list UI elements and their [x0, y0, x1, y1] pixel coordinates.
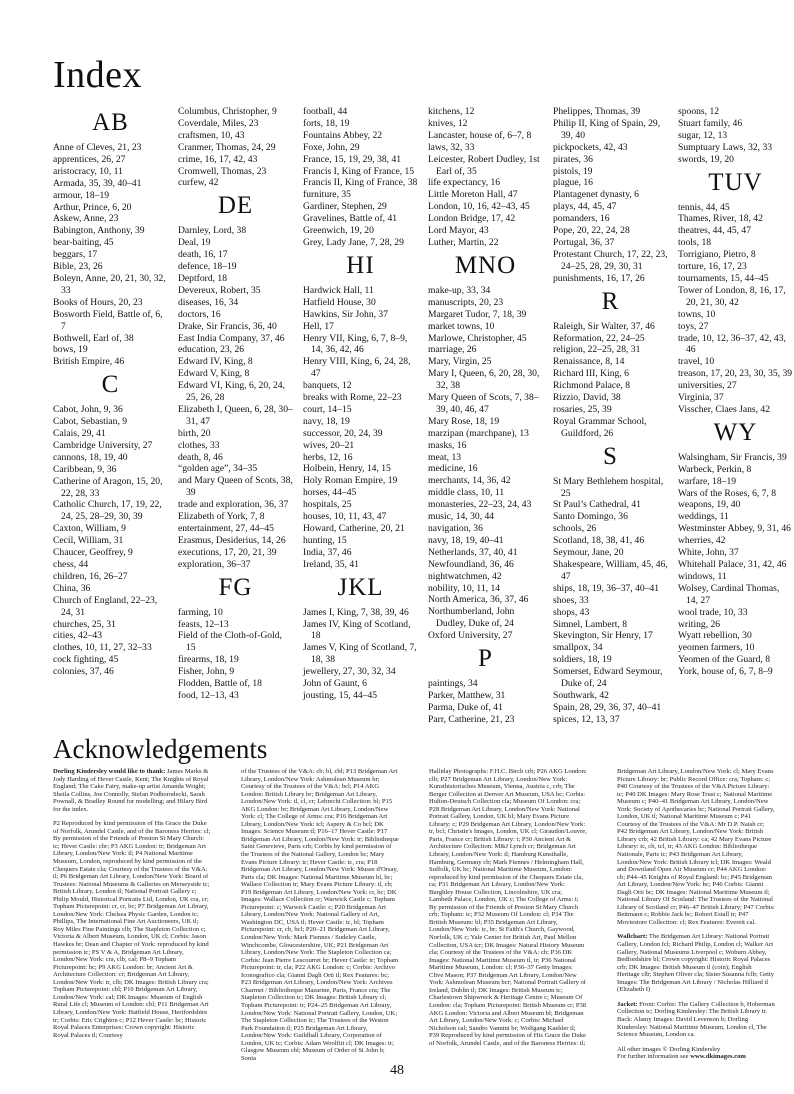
index-entry: Newfoundland, 36, 46 — [428, 558, 514, 570]
index-entry: France, 15, 19, 29, 38, 41 — [303, 153, 402, 165]
index-entry: smallpox, 34 — [553, 642, 603, 654]
index-entry: Santo Domingo, 36 — [553, 511, 628, 523]
index-entry: Church of England, 22–23, 24, 31 — [53, 594, 158, 618]
index-entry: James V, King of Scotland, 7, 18, 38 — [303, 642, 417, 666]
index-entry: Simnel, Lambert, 8 — [553, 618, 628, 630]
index-entry: tournaments, 15, 44–45 — [678, 272, 769, 284]
index-entry: Gardiner, Stephen, 29 — [303, 201, 387, 213]
index-entry: Netherlands, 37, 40, 41 — [428, 546, 518, 558]
index-entry: Virginia, 37 — [678, 392, 724, 404]
index-entry: Walsingham, Sir Francis, 39 — [678, 451, 787, 463]
index-entry: Visscher, Claes Jans, 42 — [678, 403, 771, 415]
acknowledgements-text: P2 Reproduced by kind permission of His Grace the Duke of Norfolk, Arundel Castle, and of the Baroness Herries: cl; By permission of the Friends of Preston St Mary Church: tc; Hever Castle: cbr; P3 AKG London: tr; Bridgeman Art Library, London/New York: tl; P4 National Maritime Museum, London, reproduced by kind permission of the Chequers Estate cla; Courtesy of the Trustees of the V&A: tl; P6 Bridgeman Art Library, London/New York: Board of Trustees: National Museums & Galleries on Merseyside tc; British Library, London tl; National Portrait Gallery c; Philip Mould, Historical Portraits Ltd, London, UK cra, cr; Topham Picturepoint: cr, cr, bc; P7 Bridgeman Art Library, London/New York: Chelsea Physic Garden, London tc; Phillips, The International Fine Art Auctioneers, UK tl; Roy Miles Fine Paintings clb; The Stapleton Collection c; Victoria & Albert Museum, London, UK cl; Corbis: Jason Hawkes br; Dean and Chapter of York: reproduced by kind permission tc; PS V & A, Bridgeman Art Library, London/New York: cra, clb, cal; P8–9 Topham Picturepoint: bc; P9 AKG London: br; Ancient Art & Architecture Collection: cr; Bridgeman Art Library, London/New York: tr, clb; DK Images: British Library cra; Topham Picturepoint: cbl; P10 Bridgeman Art Library, London/New York: cal; DK Images: Museum of English Rural Life cl; Museum of London: cbl; P11 Bridgeman Art Library, London/New York: Hatfield House, Hertfordshire tr; Corbis: Eric Crighton c; P12 Hever Castle: bc; Historic Royal Palaces Enterprises: Crown copyright: Historic Royal Palaces tl; Courtesy — [53, 820, 211, 1039]
index-entry: yeomen farmers, 10 — [678, 642, 755, 654]
index-section-heading: C — [101, 371, 120, 399]
index-section-heading: DE — [217, 192, 254, 220]
index-entry: Leicester, Robert Dudley, 1st Earl of, 35 — [428, 153, 540, 177]
index-section-heading: S — [603, 442, 618, 470]
index-entry: children, 16, 26–27 — [53, 570, 128, 582]
index-entry: food, 12–13, 43 — [178, 689, 239, 701]
index-entry: hunting, 15 — [303, 534, 347, 546]
acknowledgements-paragraph — [429, 768, 587, 1047]
index-entry: pomanders, 16 — [553, 213, 610, 225]
index-entry: cannons, 18, 19, 40 — [53, 451, 128, 463]
acknowledgements-column — [429, 768, 587, 1068]
index-entry: Lancaster, house of, 6–7, 8 — [428, 129, 532, 141]
index-entry: farming, 10 — [178, 606, 223, 618]
index-entry: Southwark, 42 — [553, 689, 609, 701]
page-number: 48 — [390, 1063, 404, 1078]
index-entry: Little Moreton Hall, 47 — [428, 189, 518, 201]
acknowledgements-column — [617, 768, 775, 1068]
index-entry: religion, 22–25, 28, 31 — [553, 344, 641, 356]
index-section-heading: HI — [346, 251, 375, 279]
index-entry: Greenwich, 19, 20 — [303, 225, 374, 237]
index-entry: laws, 32, 33 — [428, 141, 475, 153]
index-entry: Drake, Sir Francis, 36, 40 — [178, 320, 277, 332]
index-entry: Cabot, John, 9, 36 — [53, 404, 123, 416]
index-entry: Chaucer, Geoffrey, 9 — [53, 547, 133, 559]
index-entry: Scotland, 18, 38, 41, 46 — [553, 535, 645, 547]
index-entry: paintings, 34 — [428, 678, 478, 690]
index-entry: schools, 26 — [553, 523, 597, 535]
index-entry: hospitals, 25 — [303, 499, 352, 511]
index-entry: Margaret Tudor, 7, 18, 39 — [428, 308, 527, 320]
index-entry: education, 23, 26 — [178, 344, 245, 356]
index-entry: Deptford, 18 — [178, 272, 228, 284]
index-entry: Fountains Abbey, 22 — [303, 129, 383, 141]
index-entry: shoes, 33 — [553, 594, 589, 606]
index-entry: exploration, 36–37 — [178, 558, 251, 570]
index-entry: Cranmer, Thomas, 24, 29 — [178, 141, 276, 153]
index-entry: navigation, 36 — [428, 523, 483, 534]
index-section-heading: MNO — [454, 251, 517, 279]
index-entry: weapons, 19, 40 — [678, 499, 741, 511]
acknowledgements-text: of the Trustees of the V&A: cb; bl, cbl; P13 Bridgeman Art Library, London/New York: Ashmolean Museum br; Courtesy of the Trustees of the V&A: bcl; P14 AKG London: British Library br; Bridgeman Art Library, London/New York: tl, cl, cr; Lebrecht Collection: bl; P15 AKG London: br; Bridgeman Art Library, London/New York: cl; The College of Arms: cra; P16 Bridgeman Art Library, London/New York: tcl; Aspery & Co bcl; DK Images: Science Museum tl; P16–17 Hever Castle: P17 Bridgeman Art Library, London/New York: tr; Bibliotheque Saint Genevieve, Paris crb; Corbis by kind permission of the Trustees of the National Gallery, London bc; Mary Evans Picture Library: tr; Hever Castle: tc, cra; P18 Bridgeman Art Library, London/New York: Musee d'Orsay, Paris cla; DK Images: National Maritime Museum bl, bc; Wallace Collection tr; Mary Evans Picture Library: tl, cb; P19 Bridgeman Art Library, London/New York: cr, bc; DK Images: Wallace Collection cr; Warwick Castle c; Topham Picturepoint: c; Warwick Castle: c; P20 Bridgeman Art Library, London/New York: National Gallery of Art, Washington DC, USA tl; Hever Castle: tc, bl; Topham Picturepoint: cr, cb, bcl; P20–21 Bridgeman Art Library, London/New York: Mark Fiennes / Sudeley Castle, Winchcombe, Gloucestershire, UK; P21 Bridgeman Art Library, London/New York: The Stapleton Collection ca; Corbis: Jean Pierre Lescourret br; Hever Castle: tr; Topham Picturepoint: tr, cla; P22 AKG London: c; Corbis: Archivo Iconografico cla; Gianni Dagli Orti tl; Rex Features: bc; P23 Bridgeman Art Library, London/New York: Archives Charmet / Bibliotheque Mazarine, Paris, France cra; The Stapleton Collection tc; DK Images: British Library cl; Topham Picturepoint: tr; P24–25 Bridgeman Art Library, London/New York: National Portrait Gallery, London, UK; The Stapleton Collection tc; The Trustees of the Weston Park Foundation tl; P25 Bridgeman Art Library, London/New York: Guildhall Library, Corporation of London, UK tc; Corbis: Adam Woolfitt cl; DK Images: tr; Glasgow Museum cbl; Museum of Order of St John b; Sonia — [241, 768, 399, 1062]
index-entry: plague, 16 — [553, 177, 593, 189]
index-entry: Stuart family, 46 — [678, 117, 743, 129]
acknowledgements-text: Halliday Photographs: F.H.C. Birch crb; P26 AKG London: clb; P27 Bridgeman Art Library, London/New York: Kunsthistorisches Museum, Vienna, Austria c, crb; The Berger Collection at Denver Art Museum, USA bc; Corbis: Hulton-Deutsch Collection cla; Museum Of London: cra; P28 Bridgeman Art Library, London/New York: National Portrait Gallery, London, UK bl; Mary Evans Picture Library: c; P29 Bridgeman Art Library, London/New York: tr, bcl; Christie's Images, London, UK cl; Giraudon/Louvre, Paris, France cr; British Library: t; P30 Ancient Art & Architecture Collection: M&J Lynch cr; Bridgeman Art Library, London/New York: tl; Hamburg Kunsthalle, Hamburg, Germany cb; Mark Fiennes / Helmingham Hall, Suffolk, UK bc; National Maritime Museum, London: reproduced by kind permission of the Chequers Estate cla, ca; P31 Bridgeman Art Library, London/New York: Burghley House Collection, Lincolnshire, UK cra; Lambeth Palace, London, UK c; The College of Arms: t; By permission of the Friends of Preston St Mary Church crb; Topham: tc; P32 Museum Of London: cl; P34 The British Museum: bl; P35 Bridgeman Art Library, London/New York: tc, br; St Faith's Church, Gaywood, Norfolk, UK c; Yale Center for British Art, Paul Mellon Collection, USA tcr; DK Images: Natural History Museum cla; Courtesy of the Trustees of the V&A: cb; P36 DK Images: National Maritime Museum tl, tr; P36 National Maritime Museum, London: cl; P36–37 Getty Images: Clive Mason; P37 Bridgeman Art Library, London/New York: Ashmolean Museum bcr; National Portrait Gallery of Ireland, Dublin tl; DK Images: British Museum tc; Charlestown Shipwreck & Heritage Centre c; Museum Of London: cla; Topham Picturepoint: British Museum cr; P38 AKG London: Victoria and Albert Museum bl; Bridgeman Art Library, London/New York: c; Corbis: Michael Nicholson cal; Sandro Vannini br; Wolfgang Kaehler tl; P39 Reproduced by kind permission of His Grace the Duke of Norfolk, Arundel Castle, and of the Baroness Herries: tl; — [429, 768, 587, 1047]
index-entry: tools, 18 — [678, 237, 712, 249]
index-entry: pickpockets, 42, 43 — [553, 141, 628, 153]
index-entry: Arthur, Prince, 6, 20 — [53, 201, 132, 213]
acknowledgements-title: Acknowledgements — [53, 734, 268, 764]
index-entry: horses, 44–45 — [303, 487, 357, 499]
index-entry: Raleigh, Sir Walter, 37, 46 — [553, 320, 655, 332]
index-entry: life expectancy, 16 — [428, 177, 501, 189]
index-entry: Mary I, Queen, 6, 20, 28, 30, 32, 38 — [428, 368, 540, 392]
index-entry: Babington, Anthony, 39 — [53, 225, 145, 237]
index-entry: wherries, 42 — [678, 535, 726, 547]
acknowledgements-paragraph — [617, 933, 775, 993]
index-entry: Askew, Anne, 23 — [53, 213, 119, 225]
acknowledgements-text: James Marks & Jody Harding of Hever Castle, Kent; The Knights of Royal England; The Cake Fairy, make-up artist Amanda Wright; Sheila Collins, Joe Connolly, Stefan Podhorodecki, Sarah Pownall, & Bradley Round for modelling; and Hilary Bird for the index. — [53, 768, 209, 813]
index-entry: Deal, 19 — [178, 237, 211, 249]
index-entry: Protestant Church, 17, 22, 23, 24–25, 28, 29, 30, 31 — [553, 248, 668, 272]
index-entry: Parma, Duke of, 41 — [428, 701, 503, 713]
index-entry: Holy Roman Empire, 19 — [303, 475, 398, 487]
index-entry: Boleyn, Anne, 20, 21, 30, 32, 33 — [53, 272, 166, 296]
index-entry: Somerset, Edward Seymour, Duke of, 24 — [553, 666, 663, 690]
index-entry: colonies, 37, 46 — [53, 666, 114, 678]
index-entry: trade and exploration, 36, 37 — [178, 499, 289, 511]
index-entry: court, 14–15 — [303, 403, 352, 415]
index-entry: furniture, 35 — [303, 189, 351, 201]
index-section-heading: AB — [92, 109, 129, 136]
index-entry: make-up, 33, 34 — [428, 284, 491, 296]
index-entry: Francis II, King of France, 38 — [303, 177, 418, 189]
index-entry: punishments, 16, 17, 26 — [553, 272, 645, 284]
index-entry: Gravelines, Battle of, 41 — [303, 213, 398, 225]
index-entry: apprentices, 26, 27 — [53, 153, 126, 165]
index-entry: nobility, 10, 11, 14 — [428, 582, 501, 594]
index-entry: and Mary Queen of Scots, 38, 39 — [178, 475, 293, 499]
index-entry: Thames, River, 18, 42 — [678, 213, 763, 225]
acknowledgements-paragraph — [241, 768, 399, 1062]
index-entry: banquets, 12 — [303, 380, 352, 392]
index-entry: tennis, 44, 45 — [678, 201, 730, 213]
index-entry: Flodden, Battle of, 18 — [178, 678, 262, 690]
index-entry: marzipan (marchpane), 13 — [428, 427, 529, 439]
index-entry: cities, 42–43 — [53, 630, 103, 642]
index-entry: theatres, 44, 45, 47 — [678, 225, 752, 237]
index-entry: craftsmen, 10, 43 — [178, 129, 245, 141]
index-entry: market towns, 10 — [428, 320, 495, 332]
index-entry: Richard III, King, 6 — [553, 368, 629, 380]
acknowledgements-paragraph — [617, 768, 775, 926]
acknowledgements-paragraph — [53, 768, 211, 813]
index-entry: Howard, Catherine, 20, 21 — [303, 523, 405, 534]
acknowledgements-column — [53, 768, 211, 1068]
index-entry: middle class, 10, 11 — [428, 487, 505, 499]
index-entry: Cambridge University, 27 — [53, 439, 153, 451]
index-entry: Holbein, Henry, 14, 15 — [303, 463, 391, 475]
index-entry: James IV, King of Scotland, 18 — [303, 618, 411, 642]
index-title: Index — [53, 54, 143, 96]
index-entry: football, 44 — [303, 106, 348, 117]
index-entry: Bothwell, Earl of, 38 — [53, 332, 134, 344]
index-section-heading: R — [601, 287, 620, 315]
index-entry: Westminster Abbey, 9, 31, 46 — [678, 523, 791, 535]
index-section-heading: FG — [218, 573, 253, 601]
index-entry: St Mary Bethlehem hospital, 25 — [553, 475, 664, 499]
index-entry: writing, 26 — [678, 618, 721, 630]
index-entry: death, 8, 46 — [178, 451, 223, 463]
index-entry: Yeomen of the Guard, 8 — [678, 654, 771, 666]
index-entry: warfare, 18–19 — [678, 475, 737, 487]
index-entry: Northumberland, John Dudley, Duke of, 24 — [428, 606, 515, 630]
index-entry: clothes, 10, 11, 27, 32–33 — [53, 642, 152, 654]
index-entry: music, 14, 30, 44 — [428, 511, 495, 523]
index-entry: Pope, 20, 22, 24, 28 — [553, 225, 630, 237]
index-entry: universities, 27 — [678, 380, 737, 392]
index-entry: Mary Queen of Scots, 7, 38–39, 40, 46, 47 — [428, 392, 539, 415]
index-entry: India, 37, 46 — [303, 546, 352, 558]
acknowledgements-text: Front: Corbis: The Gallery Collection b, Hoberman Collection tc; Dorling Kindersley: The British Library tr. Back: Alamy Images: David Levenson b; Dorling Kindersley: National Maritime Museum, London cl, The Science Museum, London ca. — [617, 1000, 775, 1039]
index-entry: ships, 18, 19, 36–37, 40–41 — [553, 582, 660, 594]
acknowledgements-text: Bridgeman Art Library, London/New York: cl; Mary Evans Picture Library: br; Public Record Office: cra; Topham: c; P40 Courtesy of the Trustees of the V&A Picture Library: tc; P40 DK Images: Mary Rose Trust c; National Maritime Museum c; P40–41 Bridgeman Art Library, London/New York: Society of Apothecaries bc; National Portrait Gallery, London, UK tl; National Maritime Museum c; P41 Courtesy of the Trustees of the V&A: Mr D.P. Naish cr; P42 Bridgeman Art Library, London/New York: British Library crb; 42 British Library: ca; 42 Mary Evans Picture Library: tc, cb, tcl, tr; 43 AKG London: Bibliotheque Nationale, Paris tc; P43 Bridgeman Art Library, London/New York: British Library tcl; DK Images: Weald and Downland Open Air Museum cr; P44 AKG London: cb; P44–45 Knights of Royal England: bc; P45 Bridgeman Art Library, London/New York: bc; P46 Corbis: Gianni Dagli Orti bc; DK Images: National Maritime Museum tl; National Library Of Scotland: The Trustees of the National Library of Scotland cr; P46–47 British Library; P47 Corbis: Bettmann c; Robbie Jack bc; Robert Estall tr; P47 Moviestore Collection: cl; Rex Features: Everett cal. — [617, 768, 775, 926]
acknowledgements-paragraph — [617, 1046, 775, 1061]
index-entry: China, 36 — [53, 582, 91, 594]
index-entry: Field of the Cloth-of-Gold, 15 — [178, 630, 282, 654]
index-entry: London, 10, 16, 42–43, 45 — [428, 201, 530, 213]
index-entry: wool trade, 10, 33 — [678, 606, 748, 618]
index-entry: Renaissance, 8, 14 — [553, 356, 625, 368]
index-entry: Oxford University, 27 — [428, 630, 513, 642]
index-entry: Catholic Church, 17, 19, 22, 24, 25, 28–29, 30, 39 — [53, 499, 162, 523]
index-entry: chess, 44 — [53, 559, 89, 570]
index-entry: toys, 27 — [678, 320, 709, 332]
index-entry: navy, 18, 19 — [303, 415, 350, 427]
index-entry: Bosworth Field, Battle of, 6, 7 — [53, 308, 163, 332]
index-entry: Columbus, Christopher, 9 — [178, 106, 277, 117]
index-entry: firearms, 18, 19 — [178, 654, 239, 666]
index-entry: Lord Mayor, 43 — [428, 225, 489, 237]
index-entry: Francis I, King of France, 15 — [303, 165, 415, 177]
index-entry: breaks with Rome, 22–23 — [303, 392, 402, 404]
index-entry: British Empire, 46 — [53, 356, 125, 368]
index-entry: armour, 18–19 — [53, 189, 110, 201]
index-entry: jewellery, 27, 30, 32, 34 — [303, 666, 396, 678]
index-entry: Henry VIII, King, 6, 24, 28, 47 — [303, 356, 411, 380]
index-entry: Hatfield House, 30 — [303, 296, 376, 308]
index-entry: Mary, Virgin, 25 — [428, 356, 492, 368]
index-column — [303, 106, 418, 713]
index-entry: bows, 19 — [53, 344, 88, 356]
index-entry: travel, 10 — [678, 356, 715, 368]
index-entry: merchants, 14, 36, 42 — [428, 475, 511, 487]
index-entry: weddings, 11 — [678, 511, 729, 523]
index-entry: cock fighting, 45 — [53, 654, 119, 666]
index-entry: herbs, 12, 16 — [303, 451, 353, 463]
index-entry: White, John, 37 — [678, 547, 739, 559]
acknowledgements-lead: Wallchart: — [617, 933, 648, 941]
index-entry: navy, 18, 19, 40–41 — [428, 534, 504, 546]
index-entry: Elizabeth I, Queen, 6, 28, 30–31, 47 — [178, 403, 293, 427]
index-entry: Mary Rose, 18, 19 — [428, 415, 500, 427]
index-entry: spoons, 12 — [678, 106, 720, 117]
index-entry: Portugal, 36, 37 — [553, 236, 615, 248]
index-entry: bear-baiting, 45 — [53, 237, 114, 249]
index-column — [553, 106, 668, 725]
index-entry: Books of Hours, 20, 23 — [53, 296, 143, 308]
index-entry: Richmond Palace, 8 — [553, 380, 630, 392]
index-entry: torture, 16, 17, 23 — [678, 261, 747, 273]
index-entry: Royal Grammar School, Guildford, 26 — [553, 415, 647, 439]
acknowledgements-paragraph — [53, 820, 211, 1039]
index-entry: Philip II, King of Spain, 29, 39, 40 — [553, 117, 661, 141]
index-column — [428, 106, 543, 725]
index-entry: shops, 43 — [553, 606, 590, 618]
index-entry: Ireland, 35, 41 — [303, 558, 359, 570]
index-section-heading: TUV — [708, 168, 763, 196]
index-entry: Darnley, Lord, 38 — [178, 225, 247, 237]
index-entry: masks, 16 — [428, 439, 467, 451]
index-entry: windows, 11 — [678, 570, 727, 582]
index-entry: manuscripts, 20, 23 — [428, 296, 504, 308]
index-entry: Spain, 28, 29, 36, 37, 40–41 — [553, 701, 662, 713]
index-entry: Catherine of Aragon, 15, 20, 22, 28, 33 — [53, 475, 163, 499]
index-entry: Torrigiano, Pietro, 8 — [678, 249, 756, 261]
index-entry: “golden age”, 34–35 — [178, 463, 258, 475]
index-entry: knives, 12 — [428, 117, 468, 129]
index-entry: towns, 10 — [678, 308, 716, 320]
index-entry: pistols, 19 — [553, 165, 593, 177]
index-entry: Edward VI, King, 6, 20, 24, 25, 26, 28 — [178, 380, 285, 404]
index-entry: Armada, 35, 39, 40–41 — [53, 177, 142, 189]
index-entry: swords, 19, 20 — [678, 153, 734, 165]
index-entry: St Paul’s Cathedral, 41 — [553, 499, 641, 511]
index-entry: Warbeck, Perkin, 8 — [678, 463, 752, 475]
index-entry: Edward IV, King, 8 — [178, 356, 253, 368]
index-column — [178, 106, 293, 713]
index-entry: Marlowe, Christopher, 45 — [428, 332, 527, 344]
index-entry: Fisher, John, 9 — [178, 666, 235, 678]
index-entry: spices, 12, 13, 37 — [553, 713, 620, 725]
index-entry: Grey, Lady Jane, 7, 28, 29 — [303, 236, 404, 248]
index-entry: Hardwick Hall, 11 — [303, 284, 374, 296]
index-entry: defence, 18–19 — [178, 261, 237, 273]
index-entry: death, 16, 17 — [178, 249, 228, 261]
index-entry: Cabot, Sebastian, 9 — [53, 416, 128, 428]
website-link[interactable]: www.dkimages.com — [690, 1053, 746, 1061]
index-entry: beggars, 17 — [53, 249, 98, 261]
index-entry: Parker, Matthew, 31 — [428, 689, 506, 701]
index-entry: kitchens, 12 — [428, 106, 475, 117]
index-entry: medicine, 16 — [428, 463, 478, 475]
index-entry: Foxe, John, 29 — [303, 141, 360, 153]
index-entry: Caribbean, 9, 36 — [53, 463, 117, 475]
index-entry: Wars of the Roses, 6, 7, 8 — [678, 487, 777, 499]
index-entry: Devereux, Robert, 35 — [178, 284, 261, 296]
index-entry: Erasmus, Desiderius, 14, 26 — [178, 534, 286, 546]
index-entry: Reformation, 22, 24–25 — [553, 332, 645, 344]
index-entry: successor, 20, 24, 39 — [303, 427, 383, 439]
index-entry: executions, 17, 20, 21, 39 — [178, 546, 277, 558]
index-entry: churches, 25, 31 — [53, 618, 116, 630]
index-entry: crime, 16, 17, 42, 43 — [178, 153, 258, 165]
index-entry: Rizzio, David, 38 — [553, 392, 621, 404]
index-entry: feasts, 12–13 — [178, 618, 229, 630]
index-entry: Hell, 17 — [303, 320, 334, 332]
index-entry: doctors, 16 — [178, 308, 221, 320]
index-entry: Anne of Cleves, 21, 23 — [53, 142, 142, 153]
index-entry: Caxton, William, 9 — [53, 523, 126, 535]
index-entry: nightwatchmen, 42 — [428, 570, 502, 582]
index-section-heading: P — [478, 645, 493, 673]
index-entry: York, house of, 6, 7, 8–9 — [678, 666, 773, 678]
acknowledgements-column — [241, 768, 399, 1068]
index-entry: London Bridge, 17, 42 — [428, 213, 516, 225]
index-entry: Edward V, King, 8 — [178, 368, 250, 380]
index-entry: sugar, 12, 13 — [678, 129, 728, 141]
index-entry: Elizabeth of York, 7, 8 — [178, 511, 265, 523]
index-entry: Hawkins, Sir John, 37 — [303, 308, 389, 320]
index-entry: Henry VII, King, 6, 7, 8–9, 14, 36, 42, 46 — [303, 332, 408, 356]
index-entry: aristocracy, 10, 11 — [53, 165, 123, 177]
index-entry: Cecil, William, 31 — [53, 535, 124, 547]
index-entry: entertainment, 27, 44–45 — [178, 523, 274, 534]
index-columns — [53, 106, 793, 725]
index-entry: Bible, 23, 26 — [53, 261, 103, 273]
index-entry: Wolsey, Cardinal Thomas, 14, 27 — [678, 582, 780, 606]
index-entry: Seymour, Jane, 20 — [553, 547, 624, 559]
index-entry: trade, 10, 12, 36–37, 42, 43, 46 — [678, 332, 786, 356]
index-entry: treason, 17, 20, 23, 30, 35, 39 — [678, 368, 793, 380]
index-entry: Coverdale, Miles, 23 — [178, 117, 259, 129]
index-entry: soldiers, 18, 19 — [553, 654, 612, 666]
index-entry: Whitehall Palace, 31, 42, 46 — [678, 559, 787, 570]
acknowledgements-text: All other images © Dorling Kindersley For further information see — [617, 1045, 721, 1061]
index-entry: birth, 20 — [178, 427, 211, 439]
index-column — [53, 106, 168, 713]
index-entry: curfew, 42 — [178, 177, 219, 189]
index-entry: diseases, 16, 34 — [178, 296, 239, 308]
index-entry: Calais, 29, 41 — [53, 428, 106, 440]
index-section-heading: JKL — [337, 573, 384, 601]
index-entry: Parr, Catherine, 21, 23 — [428, 713, 515, 725]
index-entry: rosaries, 25, 39 — [553, 403, 612, 415]
index-entry: plays, 44, 45, 47 — [553, 201, 617, 213]
acknowledgements-paragraph — [617, 1001, 775, 1039]
index-entry: clothes, 33 — [178, 439, 220, 451]
index-entry: Tower of London, 8, 16, 17, 20, 21, 30, 42 — [678, 284, 786, 308]
index-entry: Skevington, Sir Henry, 17 — [553, 630, 653, 642]
index-section-heading: WY — [713, 418, 758, 446]
index-entry: pirates, 36 — [553, 153, 593, 165]
acknowledgements-lead: Jacket: — [617, 1000, 638, 1008]
index-entry: Phelippes, Thomas, 39 — [553, 106, 641, 117]
index-entry: James I, King, 7, 38, 39, 46 — [303, 606, 409, 618]
index-entry: meat, 13 — [428, 451, 462, 463]
index-entry: Wyatt rebellion, 30 — [678, 630, 752, 642]
index-entry: jousting, 15, 44–45 — [303, 689, 378, 701]
index-entry: forts, 18, 19 — [303, 117, 350, 129]
index-entry: wives, 20–21 — [303, 439, 355, 451]
index-entry: North America, 36, 37, 46 — [428, 594, 529, 606]
index-entry: Cromwell, Thomas, 23 — [178, 165, 267, 177]
acknowledgements-text: The Bridgeman Art Library: National Portrait Gallery, London fcl; Richard Philip, London cl; Walker Art Gallery, National Museums Liverpool c; Woburn Abbey, Bedfordshire bl; Crown copyright: Historic Royal Palaces crb; DK Images: British Museum tl (coin); English Heritage clb; Stephen Oliver cla; Sister Susanna fclb; Getty Images: The Bridgeman Art Library / Nicholas Hilliard tl (Elizabeth I) — [617, 933, 775, 994]
index-entry: marriage, 26 — [428, 344, 477, 356]
index-entry: Plantagenet dynasty, 6 — [553, 189, 639, 201]
index-entry: Shakespeare, William, 45, 46, 47 — [553, 559, 668, 582]
acknowledgements-lead: Dorling Kindersley would like to thank: — [53, 768, 166, 775]
index-entry: John of Gaunt, 6 — [303, 678, 367, 690]
index-entry: houses, 10, 11, 43, 47 — [303, 511, 387, 523]
index-entry: monasteries, 22–23, 24, 43 — [428, 499, 532, 511]
index-entry: Luther, Martin, 22 — [428, 236, 499, 248]
index-column — [678, 106, 793, 713]
index-entry: Sumptuary Laws, 32, 33 — [678, 141, 773, 153]
index-entry: East India Company, 37, 46 — [178, 332, 285, 344]
